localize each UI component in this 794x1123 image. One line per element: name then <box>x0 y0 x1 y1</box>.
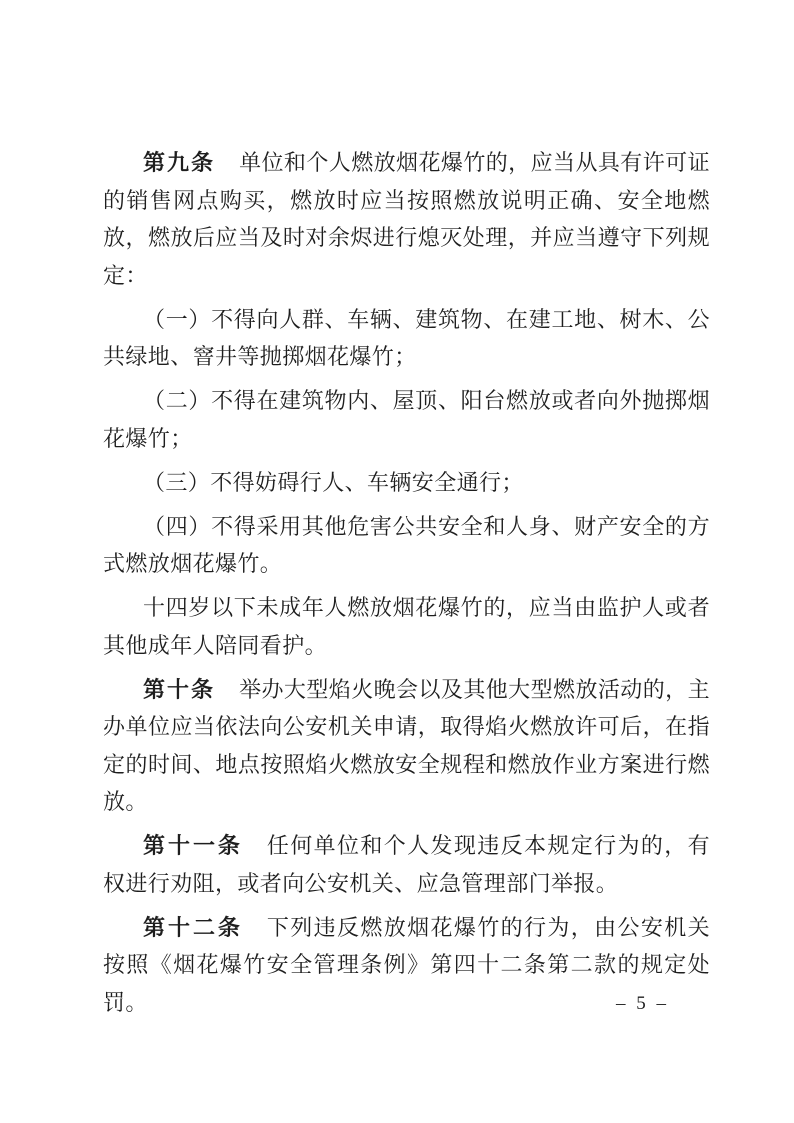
paragraph-text: 举办大型焰火晚会以及其他大型燃放活动的，主办单位应当依法向公安机关申请，取得焰火燃放许可后，在指定的时间、地点按照焰火燃放安全规程和燃放作业方案进行燃放。 <box>103 676 710 814</box>
paragraph-text: 下列违反燃放烟花爆竹的行为，由公安机关按照《烟花爆竹安全管理条例》第四十二条第二款的规定处罚。 <box>103 914 710 1015</box>
article-paragraph <box>103 671 710 821</box>
article-number-heading: 第十条 <box>143 676 216 702</box>
paragraph-text: （一）不得向人群、车辆、建筑物、在建工地、树木、公共绿地、窨井等抛掷烟花爆竹； <box>103 306 710 369</box>
body-paragraph <box>103 589 710 664</box>
list-item-paragraph <box>103 508 710 583</box>
document-body <box>103 144 710 1021</box>
paragraph-text: 十四岁以下未成年人燃放烟花爆竹的，应当由监护人或者其他成年人陪同看护。 <box>103 595 710 658</box>
article-paragraph <box>103 144 710 294</box>
article-paragraph <box>103 827 710 902</box>
article-number-heading: 第十一条 <box>143 833 243 858</box>
article-number-heading: 第十二条 <box>143 914 243 940</box>
paragraph-text: 单位和个人燃放烟花爆竹的，应当从具有许可证的销售网点购买，燃放时应当按照燃放说明正确、安全地燃放，燃放后应当及时对余烬进行熄灭处理，并应当遵守下列规定： <box>103 150 710 288</box>
list-item-paragraph <box>103 382 710 457</box>
paragraph-text: 任何单位和个人发现违反本规定行为的，有权进行劝阻，或者向公安机关、应急管理部门举报。 <box>103 833 710 896</box>
list-item-paragraph <box>103 301 710 376</box>
list-item-paragraph <box>103 464 710 502</box>
paragraph-text: （二）不得在建筑物内、屋顶、阳台燃放或者向外抛掷烟花爆竹； <box>103 388 710 451</box>
article-number-heading: 第九条 <box>143 150 216 175</box>
paragraph-text: （四）不得采用其他危害公共安全和人身、财产安全的方式燃放烟花爆竹。 <box>103 513 710 576</box>
paragraph-text: （三）不得妨碍行人、车辆安全通行； <box>143 469 524 495</box>
page-number: – 5 – <box>616 993 667 1014</box>
